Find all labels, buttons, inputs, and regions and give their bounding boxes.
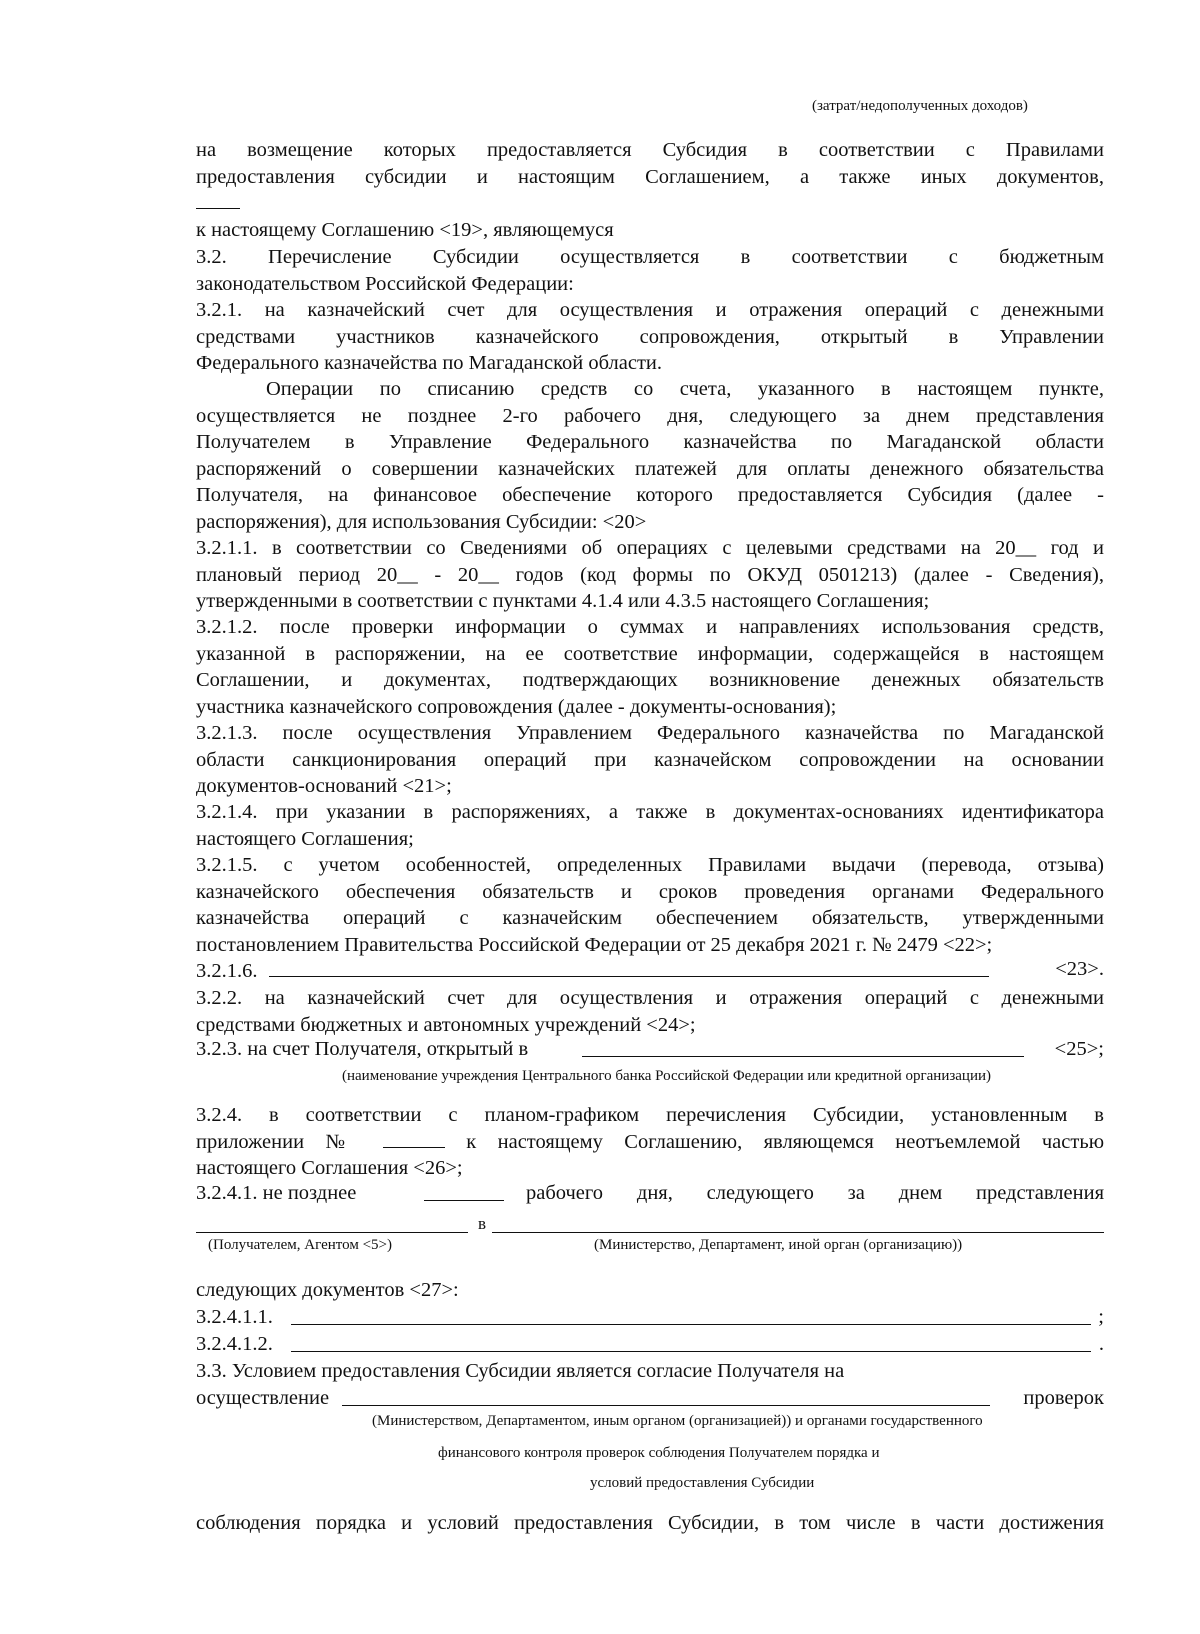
footnote-ref: <23>. [1055,958,1104,980]
text-line: области санкционирования операций при казначейском сопровождении на основании [196,748,1104,771]
clause-3-2-1-4 [196,799,1104,852]
clause-3-2 [196,244,1104,297]
blank-field [291,1306,1091,1325]
text-line: 3.2.1.4. при указании в распоряжениях, а также в документах-основаниях идентификатора [196,801,1104,823]
clause-3-2-4-1-1 [196,1306,1104,1333]
clause-3-2-4-1 [196,1182,1104,1209]
text-line: осуществляется не позднее 2-го рабочего дня, следующего за днем представления [196,404,1104,427]
text-line: следующих документов <27>: [196,1279,459,1301]
following-documents [196,1279,1104,1306]
text-line: к настоящему Соглашению <19>, являющемуся [196,218,614,241]
text-line: 3.2.2. на казначейский счет для осуществления и отражения операций с денежными [196,987,1104,1009]
clause-3-2-4 [196,1102,1104,1182]
clause-3-2-1-6 [196,958,1104,985]
punctuation: . [1098,1333,1104,1355]
text-line: плановый период 20__ - 20__ годов (код формы по ОКУД 0501213) (далее - Сведения), [196,563,1104,586]
clause-3-2-1-5 [196,852,1104,958]
field-caption: (Получателем, Агентом <5>) [208,1237,392,1253]
blank-field [196,190,240,209]
field-caption: условий предоставления Субсидии [590,1475,815,1491]
clause-3-2-1-3 [196,720,1104,800]
text-line: приложении № к настоящему Соглашению, являющемся неотъемлемой частью [196,1130,1105,1153]
text-line: 3.2.1. на казначейский счет для осуществления и отражения операций с денежными [196,299,1104,321]
text-line: проверок [1023,1387,1104,1409]
text-line: указанной в распоряжении, на ее соответствие информации, содержащейся в настоящем [196,642,1104,665]
text-line: средствами бюджетных и автономных учреждений <24>; [196,1013,696,1036]
header-caption: (затрат/недополученных доходов) [812,98,1028,114]
blank-field [342,1387,990,1406]
text-line: настоящего Соглашения; [196,827,414,850]
text-line: 3.3. Условием предоставления Субсидии является согласие Получателя на [196,1360,845,1382]
blank-field [269,958,989,977]
field-caption: (наименование учреждения Центрального банка Российской Федерации или кредитной организации) [342,1068,992,1084]
clause-3-2-4-1-2 [196,1333,1104,1360]
text-line: Соглашении, и документах, подтверждающих возникновение денежных обязательств [196,669,1104,692]
clause-3-3 [196,1360,1104,1387]
recipient-blank [196,1232,468,1233]
text-line: Федерального казначейства по Магаданской области. [196,352,663,375]
clause-3-2-3 [196,1038,1104,1065]
text-line: Операции по списанию средств со счета, указанного в настоящем пункте, [266,378,1104,400]
field-caption: финансового контроля проверок соблюдения Получателем порядка и [438,1445,880,1461]
text-line: на возмещение которых предоставляется Субсидия в соответствии с Правилами [196,139,1104,161]
text-line: осуществление [196,1387,330,1409]
blank-field [582,1038,1024,1057]
text-line: постановлением Правительства Российской Федерации от 25 декабря 2021 г. № 2479 <22>; [196,933,993,956]
text-line: казначейства операций с казначейским обеспечением обязательств, утвержденными [196,907,1104,930]
blank-field [424,1182,504,1201]
clause-3-2-2 [196,985,1104,1038]
operations-paragraph [196,376,1104,536]
text-line: 3.2. Перечисление Субсидии осуществляется в соответствии с бюджетным [196,246,1104,268]
text-line [196,190,1104,217]
clause-number: 3.2.4.1.2. [196,1333,273,1355]
ministry-blank [492,1232,1104,1233]
clause-3-2-1-2 [196,614,1104,720]
text-line: 3.2.4. в соответствии с планом-графиком перечисления Субсидии, установленным в [196,1104,1104,1126]
text-line: рабочего дня, следующего за днем представления [526,1182,1104,1204]
field-caption: (Министерством, Департаментом, иным органом (организацией)) и органами государственного [372,1413,983,1429]
text-line: распоряжений о совершении казначейских платежей для оплаты денежного обязательства [196,457,1104,480]
clause-3-2-1-1 [196,535,1104,615]
text-line: Получателем в Управление Федерального казначейства по Магаданской области [196,431,1104,454]
clause-3-2-1 [196,297,1104,377]
text-line: участника казначейского сопровождения (далее - документы-основания); [196,695,837,718]
text-line: предоставления субсидии и настоящим Соглашением, а также иных документов, [196,165,1104,188]
text-line: 3.2.1.3. после осуществления Управлением Федерального казначейства по Магаданской [196,722,1104,744]
text-line: 3.2.1.2. после проверки информации о суммах и направлениях использования средств, [196,616,1104,638]
field-caption: (Министерство, Департамент, иной орган (организацию)) [594,1237,963,1253]
text-line: 3.2.4.1. не позднее [196,1182,357,1204]
text-line: соблюдения порядка и условий предоставления Субсидии, в том числе в части достижения [196,1512,1104,1534]
text-line: документов-оснований <21>; [196,775,452,798]
text-line: настоящего Соглашения <26>; [196,1157,463,1180]
text-line: средствами участников казначейского сопровождения, открытый в Управлении [196,325,1104,348]
blank-field [291,1333,1091,1352]
text-line: законодательством Российской Федерации: [196,272,574,295]
text-line: Получателя, на финансовое обеспечение которого предоставляется Субсидия (далее - [196,484,1104,507]
paragraph-3-1-cont [196,137,1104,243]
text-line: 3.2.3. на счет Получателя, открытый в [196,1038,529,1060]
clause-number: 3.2.4.1.1. [196,1306,273,1328]
text-line: 3.2.1.1. в соответствии со Сведениями об операциях с целевыми средствами на 20__ год и [196,537,1104,559]
text-line: 3.2.1.5. с учетом особенностей, определенных Правилами выдачи (перевода, отзыва) [196,854,1104,876]
closing-line [196,1512,1104,1539]
blank-field [383,1129,445,1148]
text-line: распоряжения), для использования Субсидии: <20> [196,510,647,533]
punctuation: ; [1098,1306,1104,1328]
footnote-ref: <25>; [1054,1038,1104,1060]
preposition: в [478,1214,487,1233]
clause-number: 3.2.1.6. [196,960,258,982]
text-line: утвержденными в соответствии с пунктами 4.1.4 или 4.3.5 настоящего Соглашения; [196,590,930,613]
text-line: казначейского обеспечения обязательств и сроков проведения органами Федерального [196,880,1104,903]
clause-3-3-line2 [196,1387,1104,1414]
